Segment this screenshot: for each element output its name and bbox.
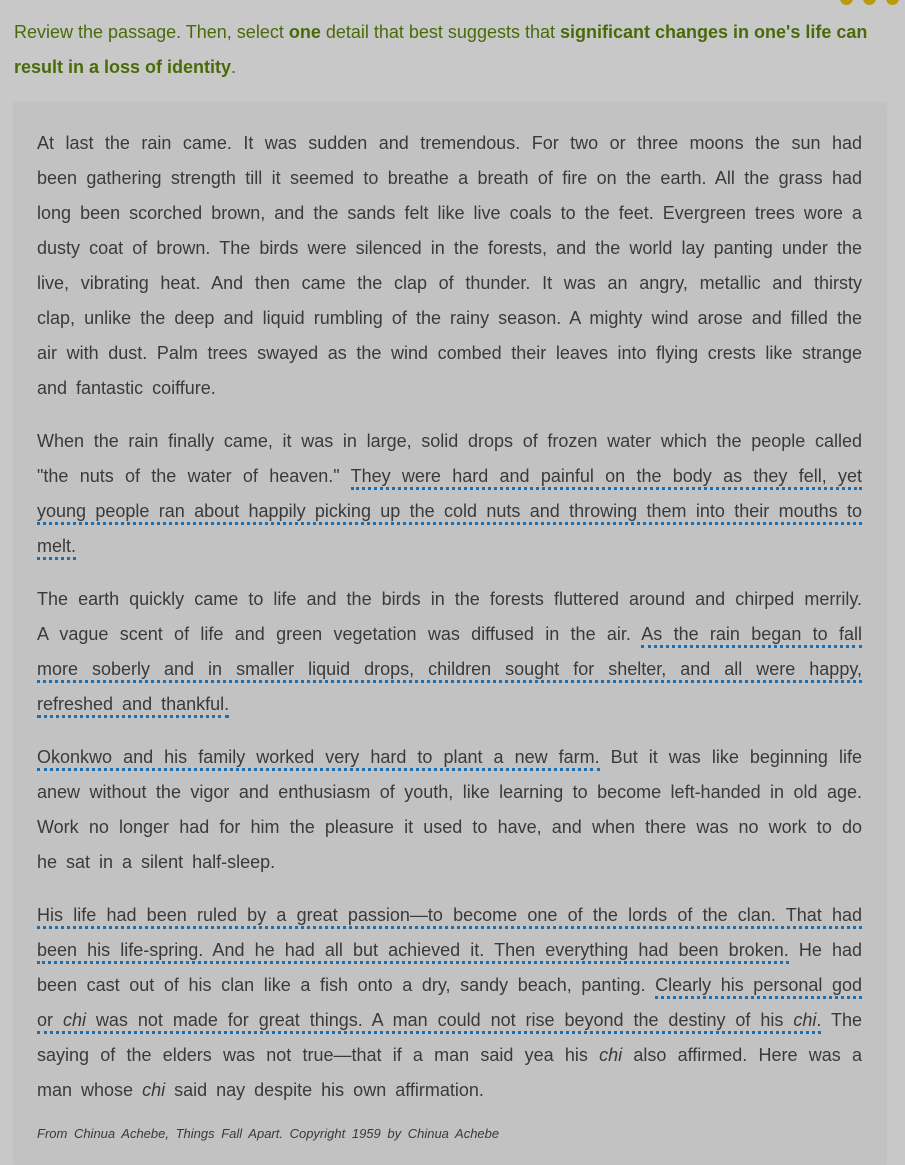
dot-icon <box>863 0 876 5</box>
selectable-detail[interactable]: His life had been ruled by a great passion—to become one of the lords of the clan. That had been his life-spring. And he had all but achieved it. Then everything had been broken. <box>37 905 862 964</box>
passage-paragraph: His life had been ruled by a great passion—to become one of the lords of the clan. That had been his life-spring. And he had all but achieved it. Then everything had been broken. He had been cast out of his clan like a fish onto a dry, sandy beach, panting. Clearly his personal god or chi was not made for great things. A man could not rise beyond the destiny of his chi. The saying of the elders was not true—that if a man said yea his chi also affirmed. Here was a man whose chi said nay despite his own affirmation. <box>37 905 862 1100</box>
loading-dots <box>840 0 899 5</box>
citation: From Chinua Achebe, Things Fall Apart. Copyright 1959 by Chinua Achebe <box>37 1126 500 1141</box>
passage-paragraph: Okonkwo and his family worked very hard to plant a new farm. But it was like beginning life anew without the vigor and enthusiasm of youth, like learning to become left-handed in old age. Work no longer had for him the pleasure it used to have, and when there was no work to do he sat in a silent half-sleep. <box>37 747 862 872</box>
selectable-detail[interactable]: Clearly his personal god or chi was not made for great things. A man could not rise beyond the destiny of his chi. <box>37 975 862 1034</box>
selectable-detail[interactable]: Okonkwo and his family worked very hard to plant a new farm. <box>37 747 600 771</box>
passage-paragraph: The earth quickly came to life and the birds in the forests fluttered around and chirped merrily. A vague scent of life and green vegetation was diffused in the air. As the rain began to fall more soberly and in smaller liquid drops, children sought for shelter, and all were happy, refreshed and thankful. <box>37 582 862 722</box>
dot-icon <box>840 0 853 5</box>
dot-icon <box>886 0 899 5</box>
question-prompt: Review the passage. Then, select one detail that best suggests that significant changes in one's life can result in a loss of identity. <box>14 22 868 77</box>
passage-paragraph: When the rain finally came, it was in large, solid drops of frozen water which the people called "the nuts of the water of heaven." They were hard and painful on the body as they fell, yet young people ran about happily picking up the cold nuts and throwing them into their mouths to melt. <box>37 424 862 564</box>
passage-paragraph: At last the rain came. It was sudden and tremendous. For two or three moons the sun had been gathering strength till it seemed to breathe a breath of fire on the earth. All the grass had long been scorched brown, and the sands felt like live coals to the feet. Evergreen trees wore a dusty coat of brown. The birds were silenced in the forests, and the world lay panting under the live, vibrating heat. And then came the clap of thunder. It was an angry, metallic and thirsty clap, unlike the deep and liquid rumbling of the rainy season. A mighty wind arose and filled the air with dust. Palm trees swayed as the wind combed their leaves into flying crests like strange and fantastic coiffure. <box>37 133 862 398</box>
passage-card <box>14 103 886 1165</box>
selectable-detail[interactable]: They were hard and painful on the body as they fell, yet young people ran about happily picking up the cold nuts and throwing them into their mouths to melt. <box>37 466 862 560</box>
selectable-detail[interactable]: As the rain began to fall more soberly and in smaller liquid drops, children sought for shelter, and all were happy, refreshed and thankful. <box>37 624 862 718</box>
